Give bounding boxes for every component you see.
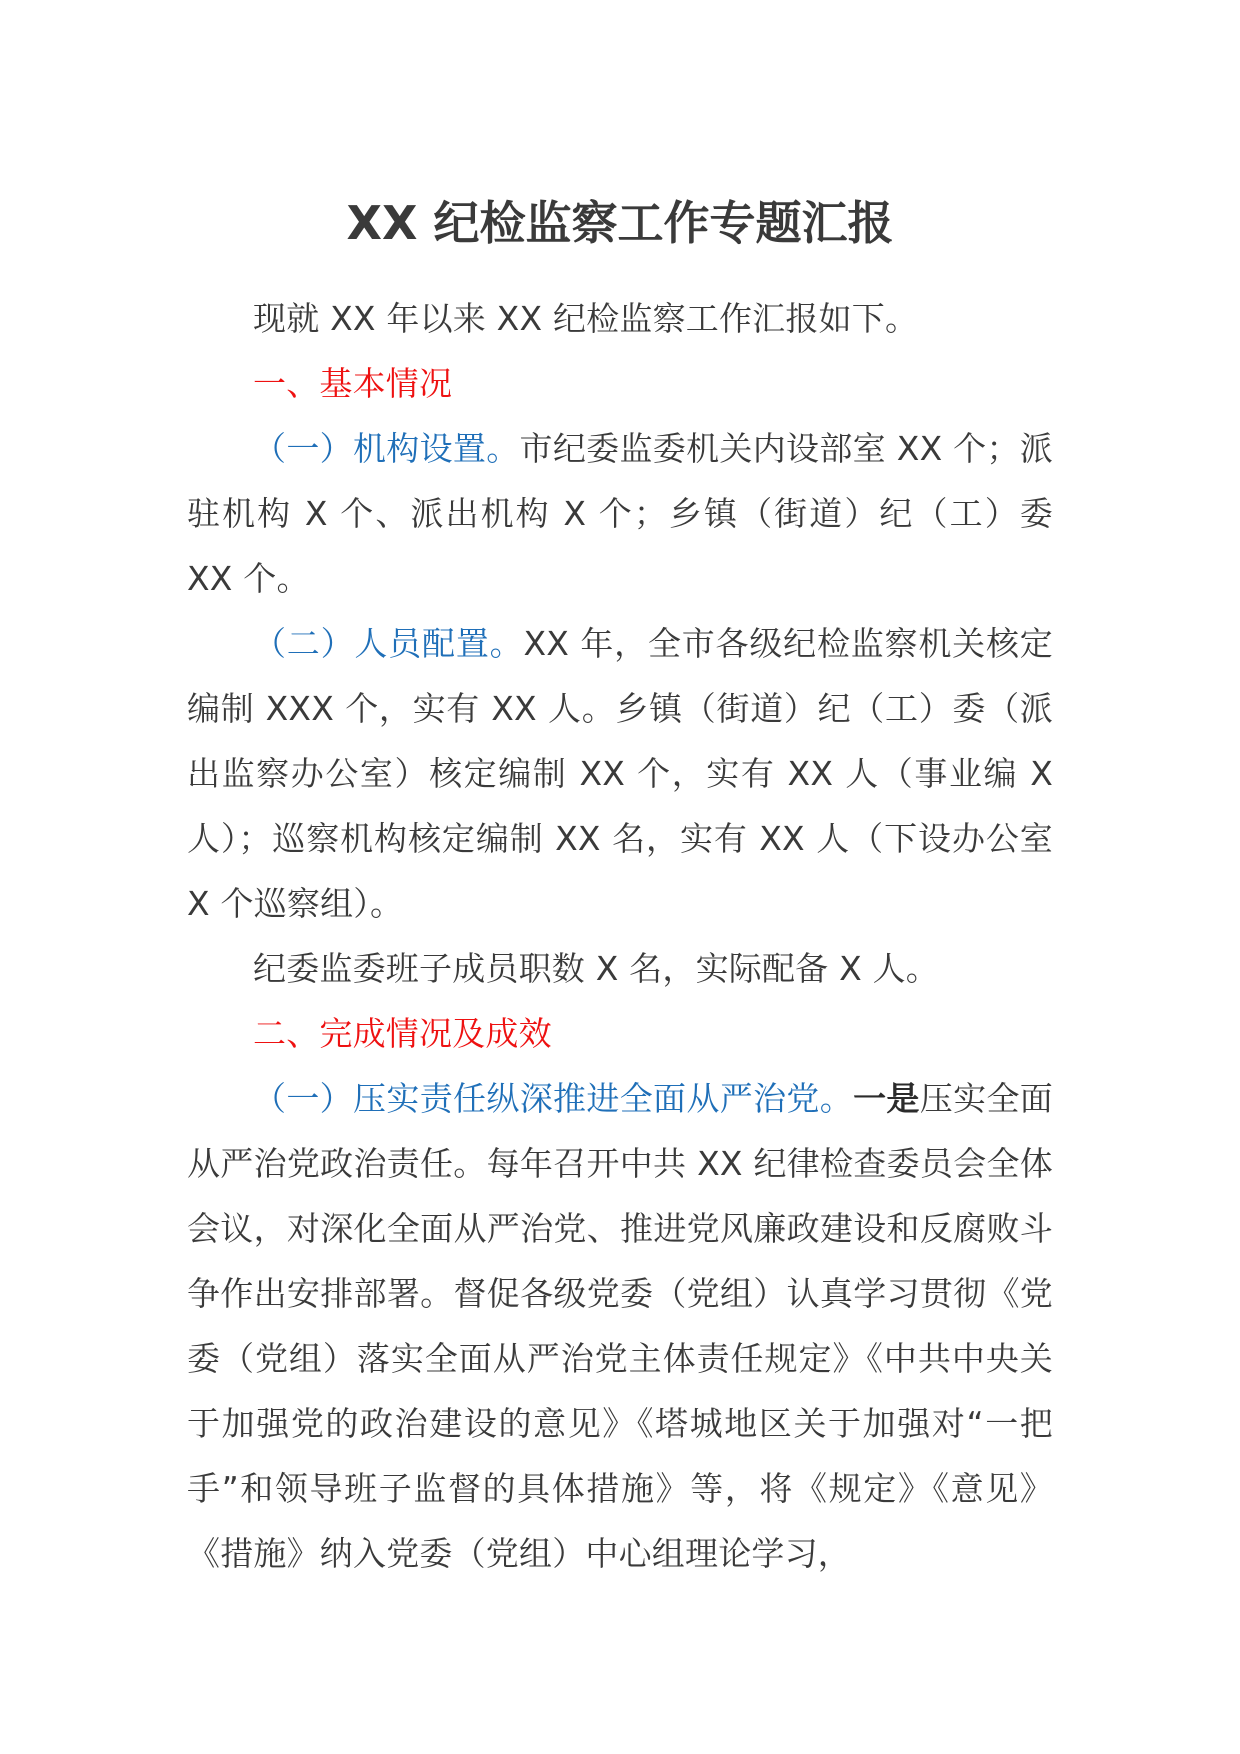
section-heading-results: 二、完成情况及成效 [253,1014,552,1053]
subheading-responsibility: （一）压实责任纵深推进全面从严治党。 [253,1079,854,1118]
staffing-text: XX 年，全市各级纪检监察机关核定编制 XXX 个，实有 XX 人。乡镇（街道）纪（工）委（派出监察办公室）核定编制 XX 个，实有 XX 人（事业编 X 人）；巡察机构核定编制 XX 名，实有 XX 人（下设办公室 X 个巡察组）。 [187,624,1053,923]
intro-paragraph: 现就 XX 年以来 XX 纪检监察工作汇报如下。 [253,299,919,338]
org-setup-text: 市纪委监委机关内设部室 XX 个；派驻机构 X 个、派出机构 X 个；乡镇（街道）纪（工）委 XX 个。 [187,429,1054,598]
section-heading-basic: 一、基本情况 [253,364,453,403]
paragraph-leadership: 纪委监委班子成员职数 X 名，实际配备 X 人。 [253,949,939,988]
paragraph-staffing [187,611,1053,936]
subheading-org-setup: （一）机构设置。 [253,429,520,468]
lead-first: 一是 [853,1079,920,1118]
responsibility-text: 压实全面从严治党政治责任。每年召开中共 XX 纪律检查委员会全体会议，对深化全面从严治党、推进党风廉政建设和反腐败斗争作出安排部署。督促各级党委（党组）认真学习贯彻《党委（党组）落实全面从严治党主体责任规定》《中共中央关于加强党的政治建设的意见》《塔城地区关于加强对“一把手”和领导班子监督的具体措施》等，将《规定》《意见》《措施》纳入党委（党组）中心组理论学习， [187,1079,1053,1573]
document-title: XX 纪检监察工作专题汇报 [346,196,894,250]
document-body [187,286,1053,1586]
subheading-staffing: （二）人员配置。 [253,624,524,663]
paragraph-responsibility [187,1066,1053,1586]
paragraph-org-setup [187,416,1053,611]
